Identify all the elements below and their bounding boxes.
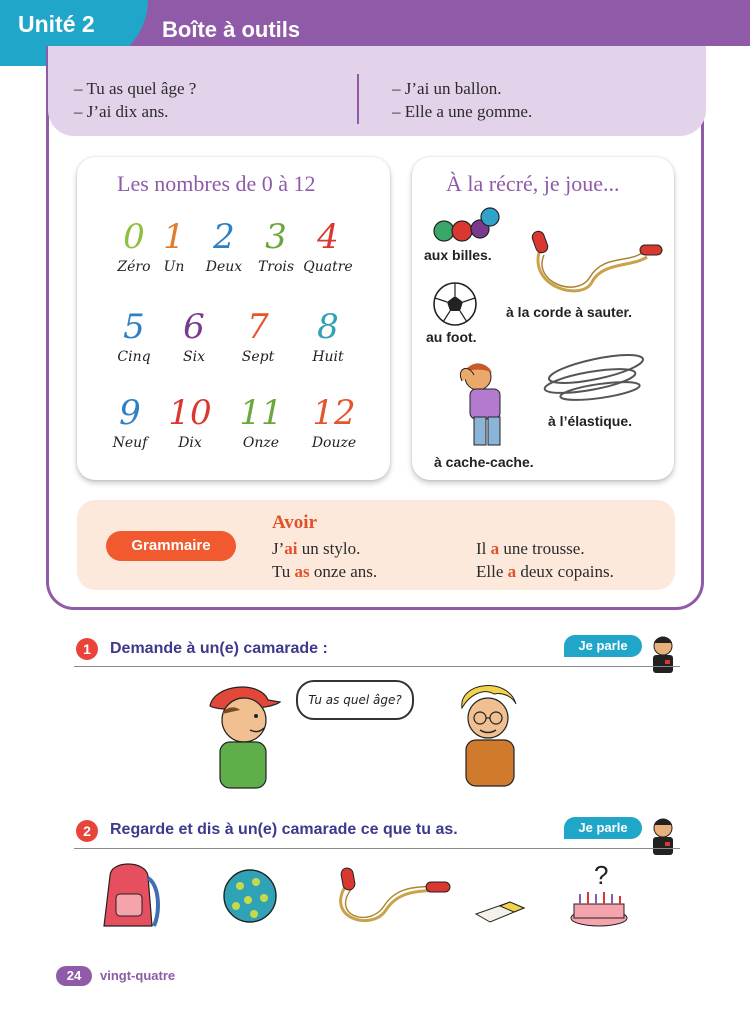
grammar-badge: Grammaire bbox=[106, 531, 236, 561]
grammar-pronoun: Il bbox=[476, 539, 491, 558]
grammar-pronoun: J’ bbox=[272, 539, 285, 558]
number-word: Deux bbox=[205, 259, 243, 275]
hide-and-seek-boy-illustration bbox=[448, 359, 518, 451]
recre-card bbox=[412, 157, 674, 480]
recre-title: À la récré, je joue... bbox=[446, 171, 620, 196]
exercise-number: 1 bbox=[76, 638, 98, 660]
dialog-line: – J’ai un ballon. bbox=[392, 79, 502, 98]
number-nine bbox=[101, 395, 159, 451]
section-title: Boîte à outils bbox=[162, 17, 301, 42]
number-word: Zéro bbox=[117, 259, 151, 275]
dialog-left bbox=[74, 77, 196, 123]
grammar-sentence bbox=[476, 562, 614, 582]
backpack-illustration bbox=[96, 856, 166, 934]
exercise-divider bbox=[74, 848, 680, 849]
je-parle-badge: Je parle bbox=[564, 817, 642, 839]
number-word: Huit bbox=[312, 349, 344, 365]
grammar-verb: a bbox=[507, 562, 517, 581]
dialog-line: – Tu as quel âge ? bbox=[74, 79, 197, 98]
numbers-title: Les nombres de 0 à 12 bbox=[117, 171, 316, 196]
digit: 12 bbox=[312, 393, 356, 433]
grammar-sentence bbox=[272, 539, 360, 559]
eraser-illustration bbox=[470, 898, 530, 926]
play-elastic: à l’élastique. bbox=[548, 413, 633, 429]
digit: 3 bbox=[265, 217, 287, 257]
number-six bbox=[165, 309, 223, 365]
number-five bbox=[105, 309, 163, 365]
elastic-illustration bbox=[536, 347, 656, 407]
number-two bbox=[195, 219, 253, 275]
digit: 9 bbox=[119, 393, 141, 433]
digit: 1 bbox=[163, 217, 185, 257]
grammar-title: Avoir bbox=[272, 512, 318, 533]
numbers-card bbox=[77, 157, 390, 480]
number-word: Six bbox=[183, 349, 205, 365]
number-word: Sept bbox=[241, 349, 275, 365]
number-word: Quatre bbox=[303, 259, 353, 275]
play-hide-and-seek: à cache-cache. bbox=[434, 454, 534, 470]
digit: 11 bbox=[239, 393, 283, 433]
question-mark-icon: ? bbox=[594, 860, 609, 890]
birthday-cake-illustration bbox=[566, 858, 632, 936]
grammar-pronoun: Elle bbox=[476, 562, 508, 581]
number-eleven bbox=[232, 395, 290, 451]
digit: 2 bbox=[213, 217, 235, 257]
number-seven bbox=[229, 309, 287, 365]
play-jump-rope: à la corde à sauter. bbox=[506, 304, 633, 320]
number-word: Cinq bbox=[117, 349, 151, 365]
marbles-illustration bbox=[430, 207, 500, 247]
digit: 0 bbox=[123, 217, 145, 257]
girl-with-glasses-illustration bbox=[454, 678, 526, 788]
play-marbles: aux billes. bbox=[424, 247, 492, 263]
number-ten bbox=[161, 395, 219, 451]
grammar-pronoun: Tu bbox=[272, 562, 295, 581]
digit: 8 bbox=[317, 307, 339, 347]
page-number: 24 bbox=[56, 966, 92, 986]
number-word: Onze bbox=[242, 435, 280, 451]
jump-rope-illustration bbox=[522, 227, 662, 307]
digit: 7 bbox=[247, 307, 269, 347]
exercise-instruction: Regarde et dis à un(e) camarade ce que tu as. bbox=[110, 821, 458, 838]
number-word: Neuf bbox=[112, 435, 148, 451]
exercise-divider bbox=[74, 666, 680, 667]
dialog-divider bbox=[357, 74, 359, 124]
number-eight bbox=[299, 309, 357, 365]
jump-rope-illustration bbox=[322, 868, 452, 934]
boy-with-cap-illustration bbox=[200, 676, 290, 788]
number-word: Dix bbox=[178, 435, 202, 451]
number-three bbox=[247, 219, 305, 275]
grammar-sentence bbox=[476, 539, 585, 559]
unit-label: Unité 2 bbox=[18, 11, 95, 37]
speaking-kid-icon bbox=[648, 634, 678, 674]
grammar-sentence bbox=[272, 562, 377, 582]
dialog-right bbox=[392, 77, 532, 123]
number-word: Douze bbox=[311, 435, 357, 451]
dotted-ball-illustration bbox=[220, 866, 280, 926]
grammar-verb: a bbox=[490, 539, 500, 558]
digit: 4 bbox=[317, 217, 339, 257]
number-word: Trois bbox=[257, 259, 295, 275]
grammar-rest: un stylo. bbox=[297, 539, 361, 558]
speaking-kid-icon bbox=[648, 816, 678, 856]
play-football: au foot. bbox=[426, 329, 477, 345]
exercise-instruction: Demande à un(e) camarade : bbox=[110, 640, 328, 657]
digit: 5 bbox=[123, 307, 145, 347]
exercise-number: 2 bbox=[76, 820, 98, 842]
grammar-rest: onze ans. bbox=[309, 562, 378, 581]
grammar-rest: deux copains. bbox=[516, 562, 614, 581]
je-parle-badge: Je parle bbox=[564, 635, 642, 657]
digit: 10 bbox=[168, 393, 212, 433]
dialog-line: – J’ai dix ans. bbox=[74, 102, 169, 121]
grammar-verb: ai bbox=[284, 539, 298, 558]
dialog-line: – Elle a une gomme. bbox=[392, 102, 533, 121]
speech-bubble: Tu as quel âge? bbox=[296, 680, 414, 720]
digit: 6 bbox=[183, 307, 205, 347]
grammar-rest: une trousse. bbox=[499, 539, 585, 558]
football-icon bbox=[432, 281, 478, 327]
number-word: Un bbox=[163, 259, 185, 275]
number-four bbox=[299, 219, 357, 275]
grammar-verb: as bbox=[294, 562, 310, 581]
page-number-word: vingt-quatre bbox=[100, 968, 176, 983]
number-twelve bbox=[305, 395, 363, 451]
